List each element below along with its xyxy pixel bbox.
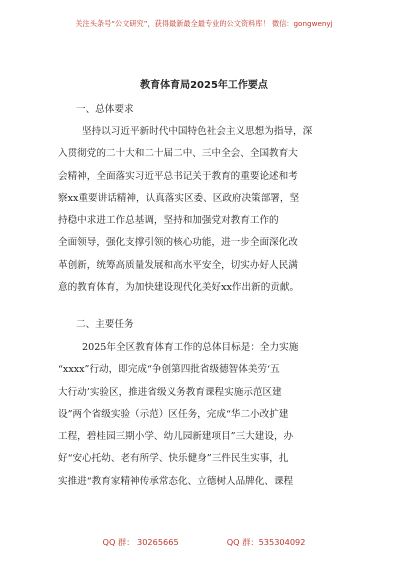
section-heading-general: 一、总体要求 (76, 104, 134, 115)
paragraph-line: “xxxx”行动，即完成“争创第四批省级德智体美劳‘五 (58, 364, 280, 376)
paragraph-line: 设”两个省级实验（示范）区任务，完成“华二小改扩建 (58, 408, 289, 420)
footer-qq-group-1: QQ 群： 30265665 (102, 537, 179, 547)
paragraph-line: 全面领导，强化支撑引领的核心功能，进一步全面深化改 (58, 237, 298, 249)
footer-qq-group-2: QQ 群：535304092 (226, 537, 306, 547)
paragraph-line: 大行动’实验区，推进省级义务教育课程实施示范区建 (58, 386, 282, 398)
paragraph-line: 察xx重要讲话精神，认真落实区委、区政府决策部署，坚 (58, 192, 300, 204)
section-paragraph-tasks (58, 337, 348, 493)
header-banner: 关注头条号“公文研究”，获得最新最全最专业的公文资料库！ 微信：gongwenyj (75, 19, 333, 28)
section-heading-tasks: 二、主要任务 (76, 319, 134, 330)
paragraph-line: 持稳中求进工作总基调，坚持和加强党对教育工作的 (58, 215, 279, 227)
paragraph-line: 工程，碧桂园三期小学、幼儿园新建项目”三大建设，办 (58, 431, 294, 443)
paragraph-line: 入贯彻党的二十大和二十届二中、三中全会、全国教育大 (58, 148, 298, 160)
paragraph-line: 2025年全区教育体育工作的总体目标是：全力实施 (82, 342, 299, 353)
footer (0, 537, 408, 548)
paragraph-line: 好“安心托幼、老有所学、快乐健身”三件民生实事，扎 (58, 453, 289, 465)
section-paragraph-general (58, 121, 348, 299)
paragraph-line: 会精神，全面落实习近平总书记关于教育的重要论述和考 (58, 170, 298, 182)
document-title: 教育体育局2025年工作要点 (140, 80, 268, 91)
paragraph-line: 坚持以习近平新时代中国特色社会主义思想为指导，深 (82, 126, 313, 137)
paragraph-line: 革创新，统筹高质量发展和高水平安全，切实办好人民满 (58, 259, 298, 271)
paragraph-line: 实推进“教育家精神传承常态化、立德树人品牌化、课程 (58, 475, 294, 487)
paragraph-line: 意的教育体育，为加快建设现代化美好xx作出新的贡献。 (58, 282, 300, 294)
